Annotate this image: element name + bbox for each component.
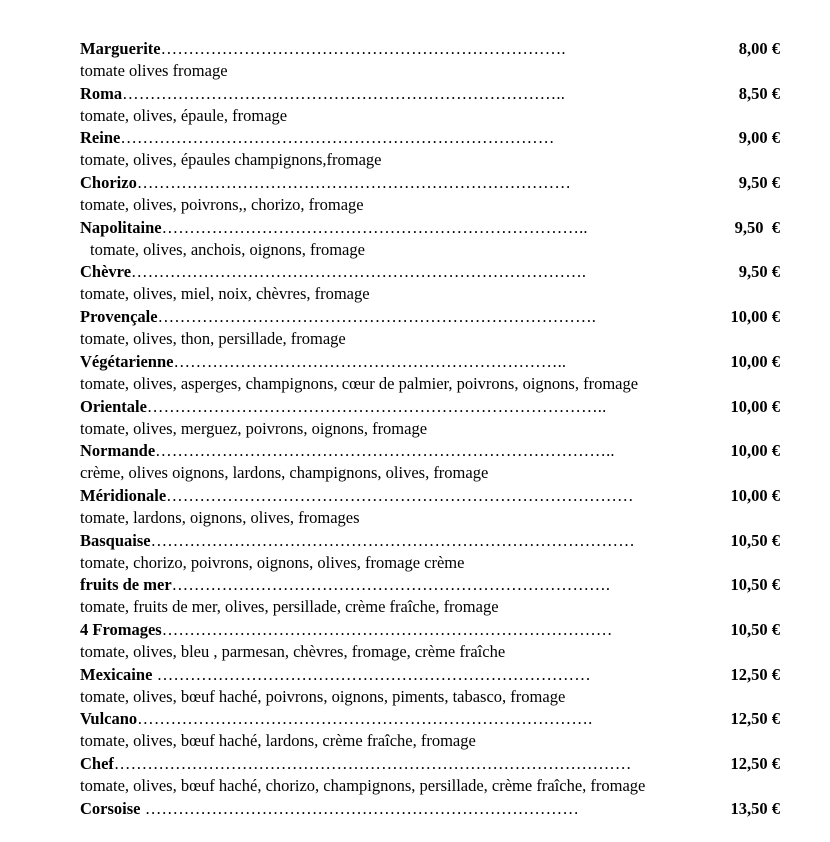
menu-item-price: 8,00 € xyxy=(738,39,780,58)
menu-item-name: Marguerite xyxy=(80,39,161,58)
menu-item-name-line xyxy=(80,217,628,239)
menu-item xyxy=(80,708,800,753)
menu-item-name-line xyxy=(80,485,660,507)
menu-item-price: 9,50 € xyxy=(738,262,780,282)
menu-item-name: Reine xyxy=(80,128,121,148)
menu-item-price: 13,50 € xyxy=(730,798,780,818)
menu-item-price: 10,00 € xyxy=(730,351,780,371)
menu-item-name: Napolitaine xyxy=(80,217,162,237)
menu-item-description: tomate, olives, asperges, champignons, cœur de palmier, poivrons, oignons, fromage xyxy=(80,373,639,393)
menu-item-name: Provençale xyxy=(80,307,158,327)
menu-item-name: Vulcano xyxy=(80,709,138,729)
menu-item-description: tomate, lardons, oignons, olives, fromages xyxy=(80,507,360,527)
menu-item-name-line xyxy=(80,83,620,105)
menu-item xyxy=(80,351,800,396)
menu-item-leader-dots: ……………………………………………………………………. xyxy=(171,575,611,595)
menu-item xyxy=(80,306,800,351)
menu-item xyxy=(80,217,800,262)
menu-item-description: tomate, olives, bleu , parmesan, chèvres, fromage, crème fraîche xyxy=(80,641,506,661)
menu-item-leader-dots: ……………………………………………………………………….. xyxy=(155,441,615,461)
menu-item-leader-dots: ……………………………………………………………………….. xyxy=(146,396,607,416)
menu-item-leader-dots: ………………………………………………………………………………… xyxy=(113,754,632,773)
menu-item-leader-dots: …………………………………………………………………… xyxy=(152,664,591,684)
menu-item-name: fruits de mer xyxy=(80,575,172,595)
menu-item-name: Basquaise xyxy=(80,530,151,550)
menu-item-price: 10,00 € xyxy=(730,396,780,416)
menu-item-name-line xyxy=(80,127,620,149)
menu-item-price: 12,50 € xyxy=(730,754,780,773)
menu-item-leader-dots: …………………………………………………………………… xyxy=(120,128,555,148)
menu-item-name-line xyxy=(80,306,640,328)
menu-item-price: 9,00 € xyxy=(738,128,780,148)
menu-item-price: 12,50 € xyxy=(730,709,780,729)
menu-item-name: Mexicaine xyxy=(80,664,153,684)
menu-item-description: tomate, olives, bœuf haché, chorizo, champignons, persillade, crème fraîche, fromage xyxy=(80,776,646,795)
menu-item-price: 9,50 € xyxy=(738,173,780,193)
menu-item-name-line xyxy=(80,619,674,641)
menu-item-name-line xyxy=(80,753,680,775)
menu-item-leader-dots: ………………………………………………………………………. xyxy=(131,262,587,282)
menu-item-name: Chorizo xyxy=(80,173,137,193)
menu-item-price: 9,50 € xyxy=(734,217,780,237)
menu-item-price: 10,50 € xyxy=(730,575,780,595)
menu-item-leader-dots: …………………………………………………………………………… xyxy=(150,530,635,550)
menu-item-name-line xyxy=(80,574,674,596)
menu-item-leader-dots: ……………………………………………………………………… xyxy=(161,619,613,639)
menu-item xyxy=(80,530,800,575)
menu-item-name-line xyxy=(80,261,640,283)
menu-item-name-line xyxy=(80,530,666,552)
menu-item xyxy=(80,798,800,842)
menu-item-price: 10,50 € xyxy=(730,530,780,550)
menu-item-leader-dots: ………………………………………………………………. xyxy=(160,39,566,58)
menu-item-name-line xyxy=(80,396,648,418)
menu-item-name: Normande xyxy=(80,441,156,461)
menu-item-name: Chef xyxy=(80,754,114,773)
menu-item-name: Végétarienne xyxy=(80,351,174,371)
menu-item xyxy=(80,261,800,306)
menu-item-leader-dots: …………………………………………………………….. xyxy=(173,351,567,371)
menu-item xyxy=(80,619,800,664)
menu-item-description: tomate, chorizo, poivrons, oignons, olives, fromage crème xyxy=(80,552,465,572)
menu-item-price: 10,00 € xyxy=(730,307,780,327)
menu-item-description: tomate, olives, merguez, poivrons, oignons, fromage xyxy=(80,418,428,438)
menu-item-leader-dots: ……………………………………………………………………. xyxy=(157,307,597,327)
menu-item-name: Corsoise xyxy=(80,798,141,818)
menu-item-description: tomate, olives, miel, noix, chèvres, fromage xyxy=(80,284,370,304)
menu-item-name: Méridionale xyxy=(80,485,167,505)
menu-item-price: 8,50 € xyxy=(738,83,780,103)
menu-item-name-line xyxy=(80,38,620,60)
menu-item-price: 12,50 € xyxy=(730,664,780,684)
menu-item-name: Roma xyxy=(80,83,123,103)
menu-item-description: tomate, fruits de mer, olives, persillade, crème fraîche, fromage xyxy=(80,597,499,617)
menu-item-name: Orientale xyxy=(80,396,147,416)
menu-item-name-line xyxy=(80,440,654,462)
menu-item-name: Chèvre xyxy=(80,262,132,282)
menu-item-description: tomate, olives, épaule, fromage xyxy=(80,105,288,125)
menu-item-leader-dots: …………………………………………………………………… xyxy=(140,798,580,818)
menu-item-leader-dots: …………………………………………………………………… xyxy=(136,173,572,193)
menu-item-leader-dots: ………………………………………………………………………… xyxy=(166,485,634,505)
menu-item xyxy=(80,127,800,172)
menu-item-description: tomate, olives, thon, persillade, fromage xyxy=(80,329,346,349)
menu-item-name-line xyxy=(80,351,644,373)
menu-item-leader-dots: ………………………………………………………………….. xyxy=(161,217,588,237)
menu-item-description: crème, olives oignons, lardons, champignons, olives, fromage xyxy=(80,463,489,483)
menu-item-leader-dots: …………………………………………………………………….. xyxy=(122,83,566,103)
menu-item xyxy=(80,440,800,485)
menu-item-description: tomate, olives, poivrons,, chorizo, fromage xyxy=(80,195,364,215)
menu-item xyxy=(80,83,800,128)
menu-item-description: tomate, olives, bœuf haché, poivrons, oignons, piments, tabasco, fromage xyxy=(80,686,566,706)
menu-item xyxy=(80,172,800,217)
menu-item-leader-dots: ………………………………………………………………………. xyxy=(137,709,593,729)
menu-item-description: tomate, olives, épaules champignons,fromage xyxy=(80,150,382,170)
pizza-menu xyxy=(80,38,800,842)
menu-item-price: 10,50 € xyxy=(730,619,780,639)
menu-item-name: 4 Fromages xyxy=(80,619,162,639)
menu-item xyxy=(80,753,800,798)
menu-item-description: tomate, olives, anchois, oignons, fromage xyxy=(90,239,365,259)
menu-item-price: 10,00 € xyxy=(730,441,780,461)
menu-item-price: 10,00 € xyxy=(730,485,780,505)
menu-item-name-line xyxy=(80,798,680,820)
menu-item-name-line xyxy=(80,708,670,730)
menu-item xyxy=(80,396,800,441)
menu-item xyxy=(80,574,800,619)
menu-item xyxy=(80,485,800,530)
menu-item-name-line xyxy=(80,664,670,686)
menu-item-description: tomate, olives, bœuf haché, lardons, crème fraîche, fromage xyxy=(80,731,476,751)
menu-item xyxy=(80,38,800,83)
menu-item xyxy=(80,664,800,709)
menu-item-name-line xyxy=(80,172,628,194)
menu-item-description: tomate olives fromage xyxy=(80,61,228,80)
